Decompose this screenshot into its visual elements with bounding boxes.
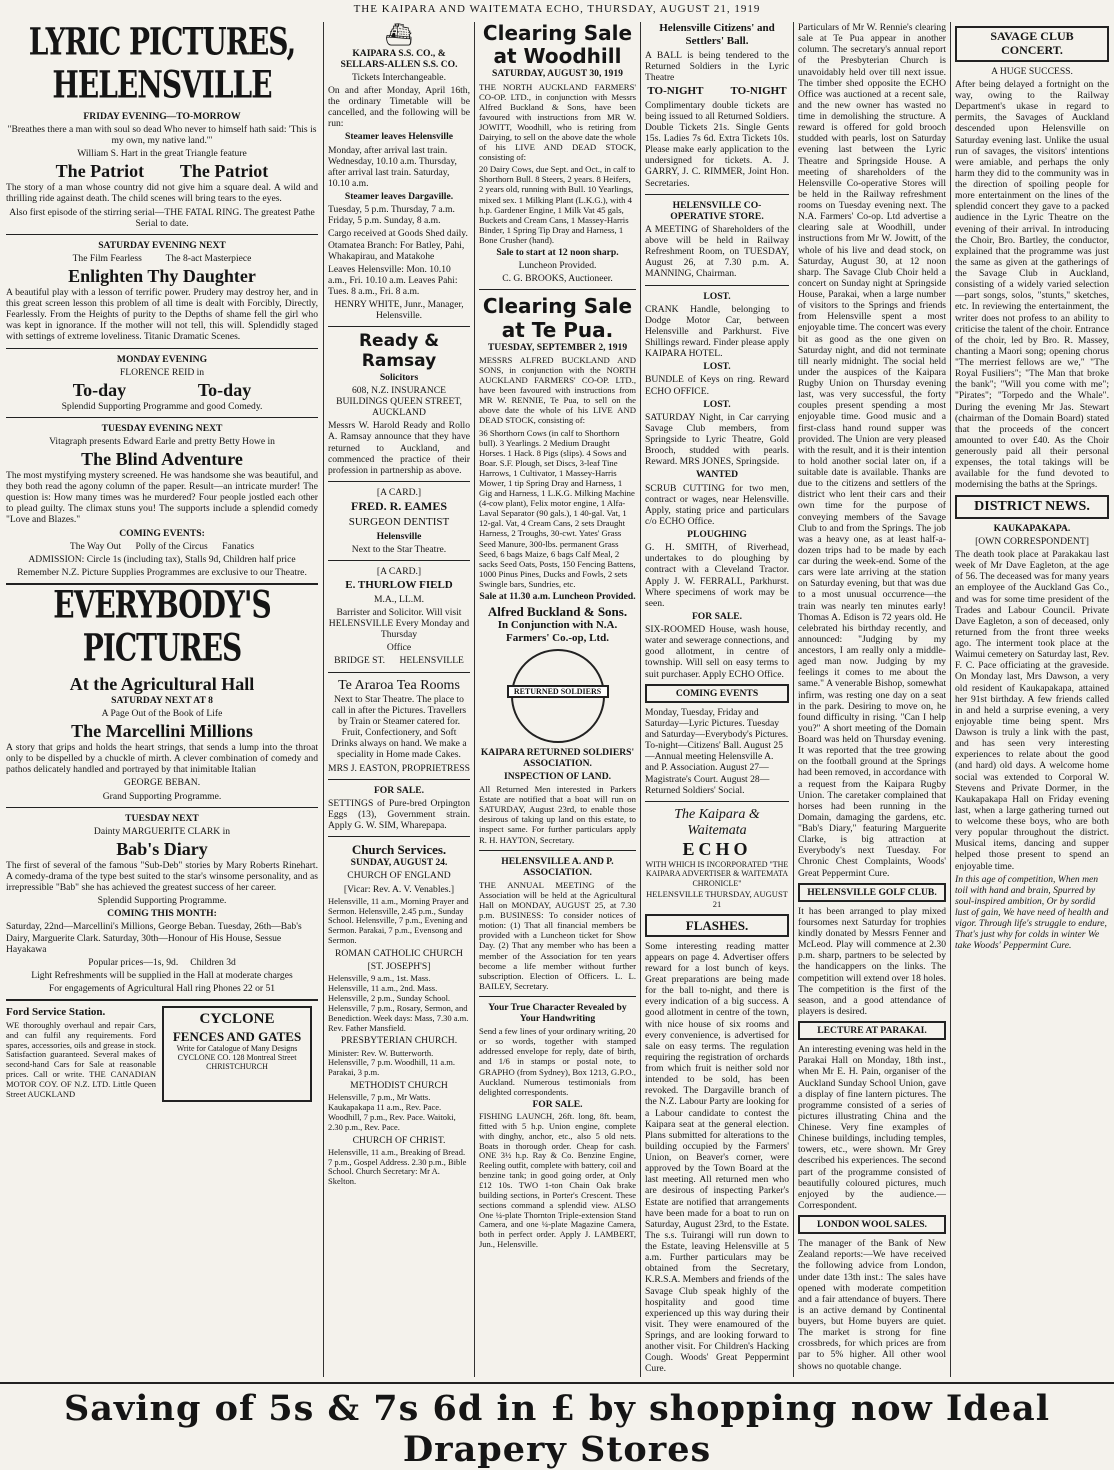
mon-head: MONDAY EVENING	[116, 353, 208, 365]
lost1-text: CRANK Handle, belonging to Dodge Motor Car, between Helensville and Parkhurst. Five Shillings reward. Finder please apply KAIPARA HOTEL.	[645, 303, 789, 360]
plough-text: G. H. SMITH, of Riverhead, undertakes to do ploughing by contract with a Cleveland Tractor. Apply J. W. FERRALL, Parkhurst. Where specimens of work may be seen.	[645, 542, 789, 609]
coming-events-4: COMING EVENTS	[645, 684, 789, 703]
lecture: LECTURE AT PARAKAI.	[798, 1021, 946, 1040]
coop-text: A MEETING of Shareholders of the above will be held in Railway Refreshment Room, on TUESDAY, August 26, at 7.30 p.m. A. MANNING, Chairman.	[645, 223, 789, 280]
lost2-text: BUNDLE of Keys on ring. Reward ECHO OFFICE.	[645, 374, 789, 397]
meth-text: Helensville, 7 p.m., Mr Watts. Kaukapakapa 11 a.m., Rev. Pace. Woodhill, 7 p.m., Rev. Pace. Waitoki, 2.30 p.m., Rev. Pace.	[328, 1092, 456, 1132]
steamer-icon: ⛴	[385, 22, 413, 47]
text2: MESSRS ALFRED BUCKLAND AND SONS, in conjunction with the NORTH AUCKLAND FARMERS' CO-OP. LTD., have been favoured with instructions from MR W. RENNIE, Te Pua, to sell on the above date the whole of his LIVE AND DEAD STOCK, consisting of:	[479, 354, 636, 426]
otamatea: Leaves Helensville: Mon. 10.10 a.m., Fri. 10.10 a.m. Leaves Pahi: Tues. 8 a.m., Fri. 8 a.m.	[328, 263, 458, 298]
field-prof: Barrister and Solicitor. Will visit HELENSVILLE Every Monday and Thursday	[328, 606, 470, 641]
column-clearing-sales	[479, 22, 636, 1382]
column-rule	[640, 22, 641, 1377]
clearing-woodhill: Clearing Sale at Woodhill	[482, 22, 633, 69]
golf: HELENSVILLE GOLF CLUB.	[798, 883, 946, 902]
blind-desc: The most mystifying mystery screened. He was handsome she was beautiful, and they both read the agony column of the paper. Result—an intricate murder! The question is: How many times was he murdered? Four people jostled each other to plead guilty. The climax stuns you! The supports include a splendid comedy "Love and Blazes."	[6, 469, 318, 526]
office: Office	[386, 642, 412, 654]
ready-ramsay: Ready & Ramsay	[358, 331, 440, 372]
coe-text: Helensville, 11 a.m., Morning Prayer and Sermon. Helensville, 2.45 p.m., Sunday School. Helensville, 7 p.m., Evening and Sermon. Parakai, 7 p.m., Evensong and Sermon.	[328, 895, 469, 946]
peppermint-poem: In this age of competition, When men toil with hand and brain, Spurred by soul-inspired ambition, Or by sordid lust of gain, We have need of health and vigor. Through life's struggle to endure, That's just why for colds in winter We take Woods' Peppermint Cure.	[955, 873, 1109, 952]
pres-text: Minister: Rev. W. Butterworth. Helensville, 7 p.m. Woodhill, 11 a.m. Parakai, 3 p.m.	[328, 1047, 456, 1078]
cyclone-name: CYCLONE	[199, 1011, 275, 1028]
mon-star: FLORENCE REID in	[119, 366, 205, 378]
tea-rooms: Te Araroa Tea Rooms	[338, 677, 460, 693]
column-rule	[950, 22, 951, 1377]
engage: For engagements of Agricultural Hall ring Phones 22 or 51	[48, 983, 276, 994]
sat8: SATURDAY NEXT AT 8	[111, 694, 213, 706]
splendid: Splendid Supporting Programme.	[97, 895, 227, 907]
easton: MRS J. EASTON, PROPRIETRESS	[328, 762, 470, 774]
eames-loc: Helensville	[376, 530, 422, 542]
date1: SATURDAY, AUGUST 30, 1919	[492, 68, 623, 80]
field-deg: M.A., LL.M.	[373, 593, 425, 605]
district-news: DISTRICT NEWS.	[955, 495, 1109, 519]
savage: SAVAGE CLUB CONCERT.	[955, 26, 1109, 62]
everybodys-title: EVERYBODY'S PICTURES	[53, 582, 271, 671]
babs-desc: The first of several of the famous "Sub-Deb" stories by Mary Roberts Rinehart. A comedy-drama of the type best suited to the star's winsome personality, and as irrepressible "Bab" she has achieved the greatest success of her career.	[6, 859, 318, 893]
correspondent: [OWN CORRESPONDENT]	[975, 535, 1089, 547]
meth: METHODIST CHURCH	[350, 1080, 448, 1092]
tickets: Tickets Interchangeable.	[352, 71, 446, 83]
tonight: TO-NIGHT TO-NIGHT	[647, 84, 787, 97]
enlighten-desc: A beautiful play with a lesson of terrific power. Prudery may destroy her, and in this great screen lesson this problem of all time is dealt with Forcibly, Directly, Fearlessly. From the Heights of purity to the Depths of shame fell the girl who was kept in ignorance. If the mother will not tell, this will. Splendidly staged with settings of extreme loveliness. Titanic Dramatic Scenes.	[6, 286, 318, 343]
rsa-emblem-icon: RETURNED SOLDIERS	[511, 649, 605, 743]
cyclone-fences: FENCES AND GATES	[172, 1028, 302, 1044]
christ-text: Helensville, 11 a.m., Breaking of Bread. 7 p.m., Gospel Address. 2.30 p.m., Bible School. Church Secretary: Mr A. Skelton.	[328, 1146, 467, 1187]
clearing-tepua: Clearing Sale at Te Pua.	[482, 294, 633, 342]
ap: HELENSVILLE A. AND P. ASSOCIATION.	[501, 855, 614, 878]
kaipara-co: KAIPARA S.S. CO., & SELLARS-ALLEN S.S. CO.	[340, 47, 458, 70]
kaukapakapa: KAUKAPAKAPA.	[993, 522, 1071, 534]
flashes: FLASHES.	[645, 914, 789, 937]
fatal-ring: Also first episode of the stirring serial—THE FATAL RING. The greatest Pathe Serial to date.	[9, 206, 315, 229]
fri-head: FRIDAY EVENING—TO-MORROW	[83, 110, 241, 122]
masthead: THE KAIPARA AND WAITEMATA ECHO, THURSDAY, AUGUST 21, 1919	[353, 3, 761, 15]
enlighten: Enlighten Thy Daughter	[68, 266, 256, 287]
tue-head: TUESDAY EVENING NEXT	[101, 422, 223, 434]
column-lyric-pictures	[6, 22, 318, 1382]
grand: Grand Supporting Programme.	[102, 790, 222, 802]
footer-banner: Saving of 5s & 7s 6d in £ by shopping now Ideal Drapery Stores	[63, 1388, 1051, 1470]
lost1: LOST.	[703, 290, 731, 302]
agri-hall: At the Agricultural Hall	[69, 674, 255, 694]
local-news: Particulars of Mr W. Rennie's clearing sale at Te Pua appear in another column. The secretary's annual report of the Presbyterian Church is unavoidably held over till next issue. The timber shed opposite the ECHO Office was auctioned at a recent sale, and the new owner has wasted no time in demolishing the structure. A reward is offered for gold brooch studded with pearls, lost on Saturday evening last between the Lyric Theatre and Springside House. A meeting of shareholders of the Helensville Co-operative Stores will be held in the Railway refreshment rooms on Tuesday evening next. The N.A. Farmers' Co-op. Ltd advertise a clearing sale at Woodhill, under instructions from Mr W. Jowitt, of the whole of his live and dead stock, on Saturday, August 30, at 12 noon sharp. The Savage Club Choir held a concert on Sunday night at Springside House, Parakai, when a large number of visitors to the Springs and friends from Helensville spent a most enjoyable time. The concert was every bit as good as the one given on Saturday night, and did not terminate till nearly midnight. The social held under the auspices of the Kaipara Rugby Union on Thursday evening last, was very successful, the forty couples present spending a most enjoyable time. Good music and a first-class hand round supper was provided. The Union are very pleased with the result, and it is their intention to hold another social later on, if a suitable date is available. Thanks are due to the citizens and settlers of the district who lent their cars and their own time for the purpose of conveying members of the Savage Club to and from the Springs. The job was a heavy one, as at least half-a-dozen trips had to be made by each car during the week-end. Some of the cars were late arriving at the station on Saturday evening, but that was due to a most unusual occurrence—the train was nearly ten minutes early! Thomas A. Edison is 72 years old. He celebrated his birthday recently, and announced: "Judging by my ancestors, I am really only a middle-aged man now. Judging by my feelings it comes to me about the same." A venerable Bishop, somewhat infirm, was resting one day on a seat in the park. Desiring to move on, he found difficulty in rising. "Can I help you?" A short meeting of the Domain Board was held on Thursday evening. It was reported that the tree growing on the football ground at the Springs had been removed, in accordance with a request from the Kaipara Rugby Union. The caretaker complained that horses had been running in the Domain, damaging the gardens, etc. "Bab's Diary," featuring Marguerite Clarke, is big attraction at Everybody's next Tuesday. For Chronic Chest Complaints, Woods' Great Peppermint Cure.	[798, 22, 946, 879]
ready-addr: 608, N.Z. INSURANCE BUILDINGS QUEEN STREET, AUCKLAND	[336, 384, 462, 419]
column-rule	[323, 22, 324, 1377]
ford-text: WE thoroughly overhaul and repair Cars, and can fulfil any requirements. Ford spares, accessories, oils and grease in stock. Satisfaction guaranteed. Several makes of second-hand Cars for Sale at reasonable prices. Call or write. THE CANADIAN MOTOR COY. OF N.Z. LTD. Little Queen Street AUCKLAND	[6, 1019, 156, 1099]
brooks: C. G. BROOKS, Auctioneer.	[502, 273, 613, 285]
ball-text2: Complimentary double tickets are being issued to all Returned Soldiers. Double Tickets 21s. Single Gents 15s. Ladies 7s 6d. Extra Tickets 10s. Please make early application to the undersigned for tickets. A. J. GARRY, J. C. RIMMER, Joint Hon. Secretaries.	[645, 99, 789, 189]
rsa: KAIPARA RETURNED SOLDIERS' ASSOCIATION.	[480, 746, 635, 769]
lyric-title: LYRIC PICTURES, HELENSVILLE	[28, 22, 296, 108]
tue-line: Vitagraph presents Edward Earle and pretty Betty Howe in	[49, 435, 275, 447]
column-local-news	[798, 22, 946, 1382]
forsale4-text: SIX-ROOMED House, wash house, water and sewerage connections, and good allotment, in centre of township. Will sell on easy terms to suit purchaser. Apply ECHO Office.	[645, 624, 789, 680]
character: Your True Character Revealed by Your Handwriting	[488, 1001, 627, 1025]
coming-text: Monday, Tuesday, Friday and Saturday—Lyric Pictures. Tuesday and Saturday—Everybody's Pictures. To-night—Citizens' Ball. August 25—Annual meeting Helensville A. and P. Association. August 27—Magistrate's Court. August 28—Returned Soldiers' Social.	[645, 706, 789, 796]
remember: Remember N.Z. Picture Supplies Programmes are exclusive to our Theatre.	[17, 566, 307, 578]
huge-success: A HUGE SUCCESS.	[991, 65, 1073, 77]
date2: TUESDAY, SEPTEMBER 2, 1919	[487, 341, 628, 353]
christ: CHURCH OF CHRIST.	[352, 1134, 446, 1146]
wanted: WANTED	[695, 469, 739, 481]
inspection-text: All Returned Men interested in Parkers Estate are notified that a boat will run on SATURDAY, August 23rd, to enable those desirous of taking up land on this estate, to inspect same. For further particulars apply R. H. HAYTON, Secretary.	[479, 784, 636, 845]
ford-title: Ford Service Station.	[6, 1006, 106, 1019]
marcellini: The Marcellini Millions	[71, 721, 253, 742]
hart: William S. Hart in the great Triangle feature	[77, 148, 247, 160]
farmers: In Conjunction with N.A. Farmers' Co.-op, Ltd.	[497, 619, 618, 644]
list1: 20 Dairy Cows, due Sept. and Oct., in calf to Shorthorn Bull. 8 Steers, 2 years. 8 Heifers, 2 years old, running with Bull. 10 Yearlings, mixed sex. 1 Milking Plant (L.K.G.), with 4 h.p. Gardener Engine, 1 Milk Vat 45 gals, Buckets and Cream Cans, 1 Massey-Harris Binder, 1 Spring Tip Dray and Harness, 1 Bone Crusher (hand).	[479, 164, 636, 245]
coming-list: The Way Out Polly of the Circus Fanatics	[69, 540, 255, 552]
cyclone-co: CYCLONE CO. 128 Montreal Street CHRISTCHURCH	[177, 1052, 297, 1072]
start2: Sale at 11.30 a.m. Luncheon Provided.	[479, 591, 636, 603]
column-rule	[793, 22, 794, 1377]
month-list: Saturday, 22nd—Marcellini's Millions, George Beban. Tuesday, 26th—Bab's Dairy, Marguerite Clark. Saturday, 30th—Honour of His House, Sessue Hayakawa	[6, 921, 302, 955]
blind-adventure: The Blind Adventure	[81, 449, 243, 470]
solicitors: Solicitors	[379, 371, 419, 383]
leaves-h: Steamer leaves Helensville	[345, 131, 453, 143]
mon-support: Splendid Supporting Programme and good Comedy.	[61, 400, 263, 412]
footer-rule	[0, 1382, 1114, 1384]
lost2: LOST.	[703, 361, 731, 373]
field: E. THURLOW FIELD	[345, 579, 453, 592]
lost3: LOST.	[703, 398, 731, 410]
coop: HELENSVILLE CO-OPERATIVE STORE.	[670, 199, 764, 222]
echo-name: ECHO	[682, 839, 752, 860]
beban: GEORGE BEBAN.	[123, 777, 201, 789]
coming-events: COMING EVENTS:	[119, 527, 205, 539]
sunday: SUNDAY, AUGUST 24.	[350, 857, 448, 869]
church-services: Church Services.	[351, 842, 447, 858]
rc: ROMAN CATHOLIC CHURCH	[335, 947, 463, 959]
prices: Popular prices—1s, 9d. Children 3d	[88, 956, 236, 968]
lunch1: Luncheon Provided.	[518, 260, 597, 272]
marc-desc: A story that grips and holds the heart strings, that sends a lump into the throat only to be dispelled by a chuckle of mirth. A clever combination of comedy and pathos delicately handled and portrayed by that inimitable Italian	[6, 742, 318, 776]
card2: [A CARD.]	[376, 565, 422, 577]
poem: "Breathes there a man with soul so dead Who never to himself hath said: 'This is my own, my native land.'"	[7, 124, 317, 147]
coming-month: COMING THIS MONTH:	[107, 908, 217, 920]
tue-next: TUESDAY NEXT	[125, 812, 199, 824]
henry-white: HENRY WHITE, Junr., Manager, Helensville.	[334, 299, 464, 322]
cyclone-ad	[162, 1006, 312, 1102]
flashes-text: Some interesting reading matter appears on page 4. Advertiser offers reward for a lost bunch of keys. Great preparations are being made for the ball to-night, and there is every indication of a big success. A good allotment in centre of the town, with nice house of six rooms and every convenience, is advertised for sale on easy terms. The regulation requiring the registration of orchards from which fruit is neither sold nor intended to be sold, has been revoked. The Dargaville branch of the N.Z. Labour Party are looking for a Labour candidate to contest the Kaipara seat at the general election. Plans submitted for alterations to the building occupied by the Farmers' Union, on Beaver's corner, were approved by the Town Board at the last meeting. All returned men who are desirous of inspecting Parker's Estate are notified that arrangements have been made for a boat to run on Saturday, August 23rd, to the Estate. The s.s. Tuirangi will run down to the Estate, leaving Helensville at 5 a.m. Further particulars may be obtained from the Secretary, K.R.S.A. Members and friends of the Savage Club speak highly of the hospitality and good time experienced up this way during their visit. They were enamoured of the Springs, and are looking forward to another visit. For Children's Hacking Cough. Woods' Great Peppermint Cure.	[645, 940, 789, 1375]
sat-head: SATURDAY EVENING NEXT	[98, 239, 226, 251]
bridge: BRIDGE ST. HELENSVILLE	[334, 655, 464, 667]
rc-text: Helensville, 9 a.m., 1st. Mass. Helensville, 11 a.m., 2nd. Mass. Helensville, 2 p.m., Sunday School. Helensville, 7 p.m., Rosary, Sermon, and Benediction. Week days: Mass, 7.30 a.m. Rev. Father Mansfield.	[328, 973, 469, 1033]
character-text: Send a few lines of your ordinary writing, 20 or so words, together with stamped addressed envelope for reply, date of birth, and 1/6 in stamps or postal note, to GRAPHO (from Sydney), Box 1213, G.P.O., Auckland. Numerous testimonials from delighted correspondents.	[479, 1026, 636, 1097]
film-line: The Film Fearless The 8-act Masterpiece	[72, 252, 252, 264]
patriot-desc: The story of a man whose country did not give him a square deal. A wild and thrilling ride against death. The child scenes will bring tears to the eyes.	[6, 182, 318, 205]
pres: PRESBYTERIAN CHURCH.	[340, 1035, 458, 1047]
echo-title: The Kaipara & Waitemata	[674, 806, 760, 838]
column-savage-club	[955, 22, 1109, 1382]
leaves-d-times: Tuesday, 5 p.m. Thursday, 7 a.m. Friday, 5 p.m. Sunday, 8 a.m.	[328, 204, 455, 227]
cargo: Cargo received at Goods Shed daily. Otamatea Branch: For Batley, Pahi, Whakapirau, and Matakohe	[328, 228, 468, 262]
coe-vicar: [Vicar: Rev. A. V. Venables.]	[343, 883, 455, 895]
ready-text: Messrs W. Harold Ready and Rollo A. Ramsay announce that they have returned to Auckland, and commenced the practice of their profession in partnership as above.	[328, 420, 470, 476]
eames-addr: Next to the Star Theatre.	[351, 543, 447, 555]
list2: 36 Shorthorn Cows (in calf to Shorthorn bull). 3 Yearlings. 2 Medium Draught Horses. 1 Hack. 8 Pigs (slips). 4 Sows and Boar. S.F. Plough, set Discs, 3-leaf Tine Harrows, 1 Cultivator, 1 Massey-Harris Mower, 1 tip Spring Dray and Harness, 1 Gig and Harness, 1 L.K.G. Milking Machine (4-cow plant), Felix motor engine, 1 Alfa-Laval Separator (90 gals.), 1 40-gal. Vat, 1 12-gal. Vat, 4 Cream Cans, 2 sets Draught Harness, 2 Troughs, 30-cwt. Yates' Grass Seed Manure, 300-lbs. permanent Grass Seed, 6 bags Maize, 6 bags Calf Meal, 2 sacks Seed Oats, Posts, 150 Fencing Battens, 1000 Pinus Pines, Ducks and Fowls, 2 sets Swingle bars, Sundries, etc.	[479, 427, 636, 589]
settings: SETTINGS of Pure-bred Orpington Eggs (13), Government strain. Apply G. W. SIM, Wharepapa.	[328, 797, 470, 832]
start1: Sale to start at 12 noon sharp.	[496, 247, 619, 258]
leaves-h-times: Monday, after arrival last train. Wednesday, 10.10 a.m. Thursday, after arrival last train. Saturday, 10.10 a.m.	[328, 144, 457, 189]
tea-text: Next to Star Theatre. The place to call in after the Pictures. Travellers by Train or Steamer catered for. Fruit, Confectionery, and Soft Drinks always on hand. We make a speciality in Home made Cakes.	[331, 693, 467, 761]
card: [A CARD.]	[376, 486, 422, 498]
ball-text: A BALL is being tendered to the Returned Soldiers in the Lyric Theatre	[645, 49, 789, 83]
echo-date: HELENSVILLE THURSDAY, AUGUST 21	[646, 888, 788, 909]
for-sale-3: FOR SALE.	[532, 1098, 583, 1110]
leaves-d: Steamer leaves Dargaville.	[344, 191, 454, 203]
column-shipping-churches	[328, 22, 470, 1382]
ball: Helensville Citizens' and Settlers' Ball.	[659, 22, 775, 47]
launch: FISHING LAUNCH, 26ft. long, 8ft. beam, fitted with 5 h.p. Union engine, complete with dinghy, anchor, etc., also 5 old nets. Boats in thorough order. Cheap for cash. ONE 3½ h.p. Ray & Co. Benzine Engine, Reeling outfit, complete with battery, coil and benzine tank; in good going order, at Only £12 10s. TWO 1-ton Chain Oak brake building sections, in Porter's Crescent. These sections command a splendid view. ALSO One ¼-plate Thornton Triple-extension Stand Camera, and one ¼-plate Magazine Camera, both in perfect order. Apply J. LAMBERT, Jun., Helensville.	[479, 1110, 636, 1250]
refresh: Light Refreshments will be supplied in the Hall at moderate charges	[31, 969, 293, 981]
wool-text: The manager of the Bank of New Zealand reports:—We have received the following advice from London, under date 13th inst.: The sales have opened with moderate competition and a fair attendance of buyers. There is an active demand by Continental buyers, but Home buyers are quiet. The market is strong for fine crossbreds, for which prices are from par to 5% higher. All other wool shows no quotable change.	[798, 1238, 946, 1372]
inspection: INSPECTION OF LAND.	[503, 770, 612, 782]
wool: LONDON WOOL SALES.	[798, 1215, 946, 1234]
column-rule	[474, 22, 475, 1377]
plough: PLOUGHING	[687, 529, 747, 540]
forsale4: FOR SALE.	[691, 610, 743, 622]
text1: THE NORTH AUCKLAND FARMERS' CO-OP. LTD., in conjunction with Messrs Alfred Buckland & Sons, have been favoured with instructions from MR W. JOWITT, Woodhill, who is retiring from Dairying, to sell on the above date the whole of his LIVE AND DEAD STOCK, consisting of:	[479, 81, 636, 163]
page-out: A Page Out of the Book of Life	[101, 708, 223, 719]
savage-text: After being delayed a fortnight on the way, owing to the Railway Department's ukase in regard to permits, the Savages of Auckland descended upon Helensville on Saturday evening last. Unlike the usual run of savages, the visitors' intentions were amiable, and perhaps the only harm they did to the community was in the direction of spoiling people for more entertainment on the lines of the splendid concert they gave to a packed audience in the Lyric Theatre on the evening of their arrival. In introducing the Choir, Bro. Bartley, the conductor, explained that the programme was just the same as given at the gatherings of the Savage Club in Auckland, consisting of a widely varied selection—part songs, solos, "stunts," sketches, etc. In reviewing the entertainment, the writer does not profess to an ability to criticise the talent of the choir. Entrance of the choir, led by Bro. R. Massey, chanting a Maori song; opening chorus "The merriest fellows are we," "The Royal Fusiliers"; "The Man that broke the bank"; "Will you come with me"; "Pirates"; "Torpedo and the Whale". During the evening Mr Jas. Stewart (chairman of the Domain Board) stated that the proceeds of the concert amounted to over £40. As the Choir generously paid all their personal expenses, the total takings will be available for the fund devoted to modernising the baths at the Springs.	[955, 78, 1109, 491]
column-ball-notices	[645, 22, 789, 1382]
rc-sub: [ST. JOSEPH'S]	[367, 961, 431, 973]
eames: FRED. R. EAMES	[350, 499, 447, 514]
kauka-text: The death took place at Parakakau last week of Mr Dave Eagleton, at the age of 56. The deceased was for many years an employee of the Auckland Gas Co., and was for some time president of the Trades and Labour Council. Private Dave Eagleton, a son of deceased, only returned from the front three weeks ago. The interment took place at the Waimui cemetery on Saturday last, Rev. F. C. Pace officiating at the graveside. On Monday last, Mrs Dawson, a very old resident of Kaukapakapa, attained her 91st birthday. A few friends called in and held a surprise evening, a very enjoyable time being spent. Mrs Dawson is truly a link with the past, and has seen very interesting experiences to relate about the good (and hard) old days. A welcome home social was extended to Corporal W. Stevens and Private Dormer, in the Kaukapakapa Hall on Friday evening last, when a large gathering turned out to welcome these boys, who are both very popular throughout the district. Musical items, dancing and supper helped those present to spend an enjoyable time.	[955, 549, 1109, 872]
buckland: Alfred Buckland & Sons.	[487, 604, 628, 620]
admission: ADMISSION: Circle 1s (including tax), Stalls 9d, Children half price	[28, 553, 296, 565]
lost3-text: SATURDAY Night, in Car carrying Savage Club members, from Springside to Lyric Theatre, Gold Brooch, studded with pearls. Reward. MRS JONES, Springside.	[645, 411, 789, 468]
ap-text: THE ANNUAL MEETING of the Association will be held at the Agricultural Hall on MONDAY, AUGUST 25, at 7.30 p.m. BUSINESS: To consider notices of motion: (1) That all financial members be provided with a Luncheon ticket for Show Day. (2) That any member who has been a member of the Association for ten years become a life member without further subscription. Election of Officers. L. L. BAILEY, Secretary.	[479, 879, 636, 991]
for-sale: FOR SALE.	[373, 784, 425, 796]
patriot: The Patriot The Patriot	[55, 161, 269, 182]
babs-diary: Bab's Diary	[116, 838, 208, 859]
surgeon: SURGEON DENTIST	[348, 515, 450, 528]
lecture-text: An interesting evening was held in the Parakai Hall on Monday, 18th inst., when Mr E. H. Pain, organiser of the Auckland Sunday School Union, gave a display of fine lantern pictures. The programme consisted of a series of pictures illustrating China and the Chinese. Very fine examples of Chinese buildings, including temples, towers, etc., were shown. Mr Grey described his experiences. The second part of the programme consisted of beautifully coloured pictures, much enjoyed by the audience.—Correspondent.	[798, 1044, 946, 1211]
kaipara-text: On and after Monday, April 16th, the ordinary Timetable will be cancelled, and the following will be run:	[328, 84, 470, 130]
echo-inc: WITH WHICH IS INCORPORATED "THE KAIPARA ADVERTISER & WAITEMATA CHRONICLE"	[645, 860, 789, 888]
dainty: Dainty MARGUERITE CLARK in	[93, 825, 231, 837]
today: To-day To-day	[72, 379, 252, 400]
wanted-text: SCRUB CUTTING for two men, contract or wages, near Helensville. Apply, stating price and particulars c/o ECHO Office.	[645, 482, 789, 527]
coe: CHURCH OF ENGLAND	[347, 870, 451, 882]
golf-text: It has been arranged to play mixed foursomes next Saturday for trophies kindly donated by Messrs Fenner and McLeod. Play will commence at 2.30 p.m. sharp, partners to be selected by the handicappers on the links. The competition will extend over 18 holes. The competition is the first of the season, and a good attendance of players is desired.	[798, 905, 946, 1017]
cyclone-write: Write for Catalogue of Many Designs	[176, 1043, 298, 1053]
